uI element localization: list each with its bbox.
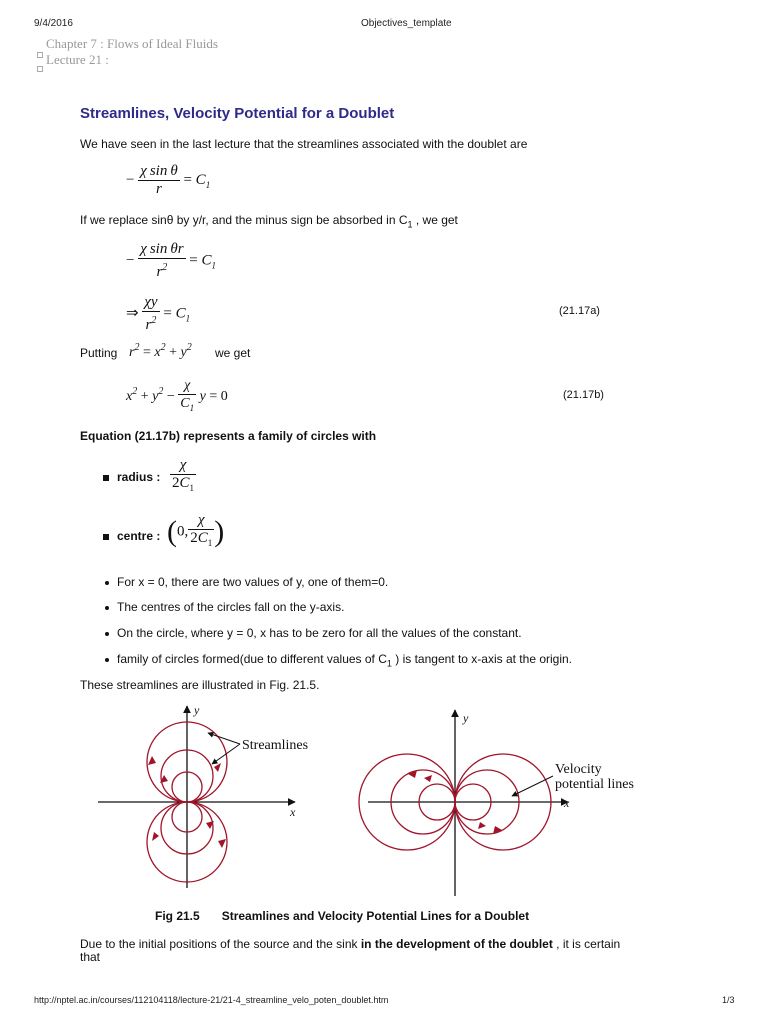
replace-paragraph: If we replace sinθ by y/r, and the minus sign be absorbed in $C_1$ , we get (80, 213, 458, 230)
equation-r-squared: $r^2 = x^2 + y^2$ (129, 342, 192, 360)
x-axis-label: x (564, 796, 570, 810)
page-url: http://nptel.ac.in/courses/112104118/lecture-21/21-4_streamline_velo_poten_doublet.htm (34, 995, 389, 1005)
equation-label-b: (21.17b) (563, 389, 604, 401)
chapter-link[interactable]: Chapter 7 : Flows of Ideal Fluids (46, 36, 218, 51)
section-title: Streamlines, Velocity Potential for a Doublet (80, 105, 395, 122)
radius-item: radius : (103, 470, 160, 484)
nav-bullet-icon (37, 66, 43, 72)
list-item: For x = 0, there are two values of y, one of them=0. (105, 575, 388, 589)
intro-paragraph: We have seen in the last lecture that the streamlines associated with the doublet are (80, 137, 528, 151)
closing-paragraph: Due to the initial positions of the source and the sink in the development of the doublet , it is certain (80, 937, 621, 951)
radius-formula: $\frac{\chi}{2C_1}$ (172, 457, 195, 493)
illustrated-sentence: These streamlines are illustrated in Fig. 21.5. (80, 678, 320, 692)
centre-formula: (0, $\frac{\chi}{2C_1}$ ) (167, 512, 225, 548)
closing-paragraph-end: that (80, 950, 101, 964)
we-get-label: we get (215, 346, 251, 360)
square-bullet-icon (103, 475, 109, 481)
velocity-potential-panel (359, 710, 634, 896)
centre-item: centre : (103, 529, 160, 543)
print-date: 9/4/2016 (34, 18, 73, 29)
equation-streamline: − $\frac{\text{χ sin θ}}{r}$ = $C_1$ (126, 163, 211, 197)
doublet-figure (90, 698, 650, 898)
figure-caption: Fig 21.5 Streamlines and Velocity Potential Lines for a Doublet (155, 909, 530, 923)
print-title: Objectives_template (361, 18, 452, 29)
streamlines-panel (98, 703, 308, 888)
circles-statement: Equation (21.17b) represents a family of circles with (80, 429, 377, 443)
y-axis-label: y (194, 703, 200, 717)
streamlines-label: Streamlines (242, 738, 309, 753)
page-number: 1/3 (722, 995, 735, 1005)
x-axis-label: x (290, 805, 296, 819)
nav-bullet-icon (37, 52, 43, 58)
equation-label-a: (21.17a) (559, 305, 600, 317)
velocity-label: Velocity (555, 762, 602, 777)
list-item: family of circles formed(due to different values of $C_1$ ) is tangent to x-axis at the origin. (105, 652, 572, 668)
y-axis-label: y (463, 711, 469, 725)
square-bullet-icon (103, 534, 109, 540)
putting-label: Putting (80, 346, 118, 360)
lecture-link[interactable]: Lecture 21 : (46, 52, 109, 67)
equation-21-17a: ⇒ $\frac{\chi y}{r^2}$ = $C_1$ (126, 294, 191, 333)
list-item: On the circle, where y = 0, x has to be zero for all the values of the constant. (105, 626, 522, 640)
equation-substituted: − $\frac{\text{χ sin θr}}{r^2}$ = $C_1$ (126, 241, 217, 280)
potential-lines-label: potential lines (555, 777, 634, 792)
equation-21-17b: $x^2 + y^2$ − $\frac{\chi}{C_1}$ y = 0 (126, 378, 228, 413)
list-item: The centres of the circles fall on the y-axis. (105, 600, 344, 614)
